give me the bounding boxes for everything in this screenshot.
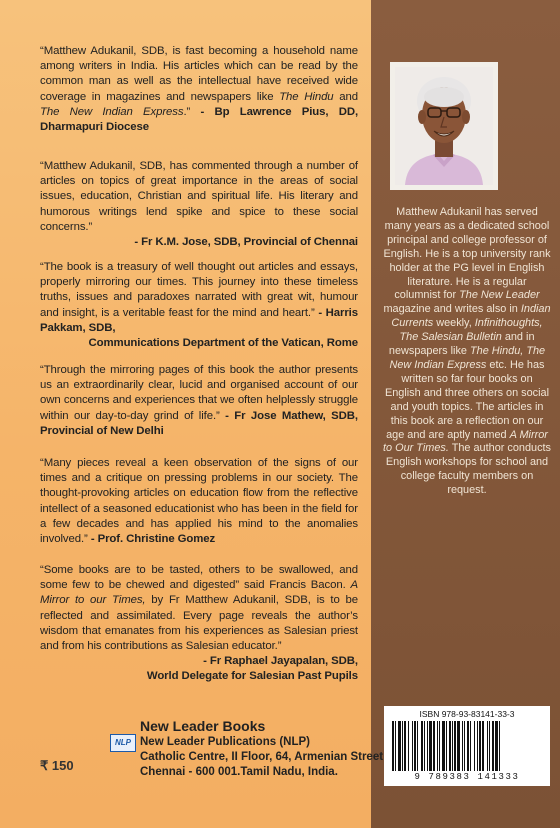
quote-2 (40, 159, 358, 250)
barcode-digits: 9 789383 141333 (414, 772, 520, 782)
isbn-barcode (384, 706, 550, 786)
bio-text-4: and in newspapers like (388, 331, 535, 358)
author-photo (395, 67, 493, 185)
isbn-label: ISBN 978-93-83141-33-3 (419, 709, 515, 719)
quote-2-attribution: - Fr K.M. Jose, SDB, Provincial of Chennai (134, 236, 358, 249)
author-bio (383, 206, 551, 498)
bio-emphasis-3: Infinithoughts, The Salesian Bulletin (399, 317, 543, 344)
bio-emphasis-5: A Mirror to Our Times. (383, 428, 548, 455)
quote-3-text: “The book is a treasury of well thought out articles and essays, properly mirroring our times. This journey into these timeless truths, issues and paradoxes narrated with great wit, humour and insight, is a veritable feast for the mind and heart.” (40, 261, 358, 319)
quote-5-text: “Many pieces reveal a keen observation of the signs of our times and a critique on pressing problems in our society. The thought-provoking articles on education flow from the reflective intellect of a seasoned educationist who has been in the field for a few decades and has applied his mind to the anomalies involved.” (40, 457, 358, 546)
quote-6-text-a: “Some books are to be tasted, others to be swallowed, and some few to be chewed and digested” said Francis Bacon. (40, 564, 358, 592)
barcode-bars (392, 721, 542, 771)
quote-4 (40, 363, 358, 439)
author-photo-frame (390, 62, 498, 190)
bio-text-6: The author conducts English workshops for school and college faculty members on request. (385, 442, 551, 497)
quote-3-attribution-2: Communications Department of the Vatican, Rome (88, 337, 358, 350)
publisher-address-line-2: Chennai - 600 001.Tamil Nadu, India. (140, 766, 338, 778)
quote-1-attribution: - Bp Lawrence Pius, DD, Dharmapuri Diocese (40, 105, 359, 134)
quote-6 (40, 563, 358, 685)
bio-emphasis-2: Indian Currents (391, 303, 551, 330)
quote-2-text: “Matthew Adukanil, SDB, has commented through a number of articles on topics of great importance in the areas of social issues, education, Christian and spiritual life. His literary and humorous writings lend spike and spice to these social concerns.” (40, 160, 358, 233)
bio-text-3: weekly, (433, 317, 475, 330)
quote-4-text: “Through the mirroring pages of this book the author presents us an extraordinarily clear, lucid and organised account of our own concerns and experiences that we often helplessly struggle within our day-to-day grind of life.” (40, 364, 358, 422)
quote-1-text-b: and (333, 90, 358, 103)
quote-6-emphasis: A Mirror to our Times, (40, 579, 358, 607)
quote-1-text-a: “Matthew Adukanil, SDB, is fast becoming a household name among writers in India. His articles which can be read by the common man as well as the intellectual have received wide coverage in magazines and newspapers like (40, 45, 358, 103)
bio-text-5: etc. He has written so far four books on English and three others on social and youth topics. The articles in this book are a reflection on our age and are aptly named (384, 358, 550, 441)
bio-text-2: magazine and writes also in (383, 303, 521, 316)
quote-3-attribution: - Harris Pakkam, SDB, (40, 306, 358, 334)
publisher-address-line-1: Catholic Centre, II Floor, 64, Armenian Street (140, 751, 384, 763)
price-label: ₹ 150 (40, 758, 74, 773)
bio-emphasis-4: The Hindu, The New Indian Express (389, 345, 546, 371)
quote-3 (40, 260, 358, 351)
publisher-subtitle: New Leader Publications (NLP) (140, 736, 310, 748)
quote-1-emphasis-b: The New Indian Express (40, 105, 184, 118)
quote-5-attribution: - Prof. Christine Gomez (90, 533, 216, 546)
quote-4-attribution: - Fr Jose Mathew, SDB, Provincial of New Delhi (40, 409, 358, 437)
publisher-name: New Leader Books (140, 718, 266, 734)
quote-6-attribution-2: World Delegate for Salesian Past Pupils (146, 670, 358, 683)
author-portrait-image (395, 67, 493, 185)
publisher-logo: NLP (110, 734, 136, 752)
quote-1 (40, 44, 358, 135)
quote-6-attribution: - Fr Raphael Jayapalan, SDB, (203, 655, 358, 668)
bio-emphasis-1: The New Leader (459, 289, 540, 302)
bio-text-1: Matthew Adukanil has served many years as a dedicated school principal and college professor of English. He is a top university rank holder at the PG level in English literature. He is a regular columnist for (383, 206, 551, 302)
quote-6-text-b: by Fr Matthew Adukanil, SDB, is to be reflected and assimilated. Every page reveals the author’s wisdom that emanates from his experiences as Salesian priest and from his contributions as Salesian educator.” (40, 594, 359, 653)
quote-1-text-c: .” (183, 105, 201, 118)
quote-5 (40, 456, 358, 547)
quote-1-emphasis-a: The Hindu (279, 90, 334, 103)
